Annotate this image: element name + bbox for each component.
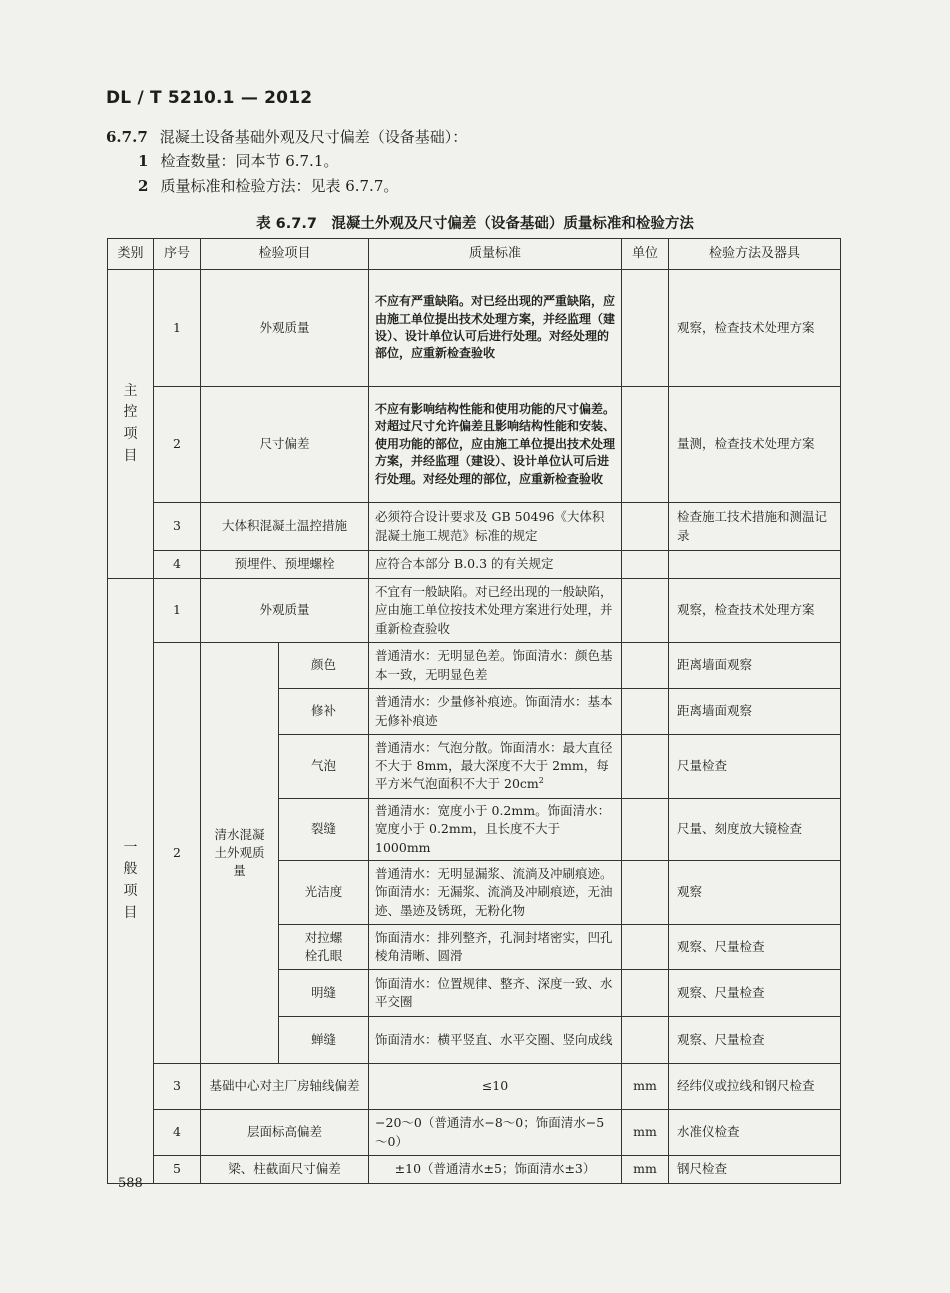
item-cell: 预埋件、预埋螺栓 [201,551,369,579]
method-cell: 经纬仪或拉线和钢尺检查 [669,1064,841,1110]
standard-cell: −20～0（普通清水−8～0；饰面清水−5～0） [369,1110,622,1156]
table-caption: 表 6.7.7 混凝土外观及尺寸偏差（设备基础）质量标准和检验方法 [256,216,694,232]
section-number: 6.7.7 [106,128,148,146]
method-cell: 观察、尺量检查 [669,1017,841,1064]
unit-cell [622,925,669,970]
seq-cell: 3 [154,1064,201,1110]
header-unit: 单位 [622,239,669,270]
unit-cell [622,799,669,861]
item-cell: 梁、柱截面尺寸偏差 [201,1156,369,1184]
method-cell: 钢尺检查 [669,1156,841,1184]
standard-cell: 不宜有一般缺陷。对已经出现的一般缺陷，应由施工单位按技术处理方案进行处理，并重新检查验收 [369,579,622,643]
item-text: 质量标准和检验方法：见表 6.7.7。 [160,177,399,195]
method-cell: 水准仪检查 [669,1110,841,1156]
unit-cell [622,270,669,387]
table-row [108,579,841,643]
item-cell: 基础中心对主厂房轴线偏差 [201,1064,369,1110]
unit-cell [622,643,669,689]
subitem-cell: 颜色 [279,643,369,689]
unit-cell [622,861,669,925]
seq-cell: 1 [154,579,201,643]
subitem-cell: 蝉缝 [279,1017,369,1064]
method-cell: 观察，检查技术处理方案 [669,579,841,643]
category-main-label: 主控项目 [123,382,138,464]
subitem-cell: 对拉螺栓孔眼 [279,925,369,970]
method-cell: 尺量检查 [669,735,841,799]
unit-cell [622,970,669,1017]
unit-cell [622,579,669,643]
page-number: 588 [118,1176,143,1191]
unit-cell [622,1017,669,1064]
unit-cell [622,551,669,579]
standard-cell: 饰面清水：位置规律、整齐、深度一致、水平交圈 [369,970,622,1017]
standard-cell: ≤10 [369,1064,622,1110]
standard-cell: 不应有影响结构性能和使用功能的尺寸偏差。对超过尺寸允许偏差且影响结构性能和安装、使用功能的部位，应由施工单位提出技术处理方案，并经监理（建设）、设计单位认可后进行处理。对经处理的部位，应重新检查验收 [369,387,622,503]
method-cell: 距离墙面观察 [669,643,841,689]
spec-table [107,238,841,1184]
table-row [108,551,841,579]
unit-cell [622,735,669,799]
unit-cell [622,503,669,551]
section-heading [106,126,467,147]
item-text: 检查数量：同本节 6.7.1。 [160,152,339,170]
table-row [108,643,841,689]
table-row [108,270,841,387]
category-general [108,579,154,1184]
standard-cell: 饰面清水：横平竖直、水平交圈、竖向成线 [369,1017,622,1064]
table-row [108,387,841,503]
standard-cell: 必须符合设计要求及 GB 50496《大体积混凝土施工规范》标准的规定 [369,503,622,551]
seq-cell: 4 [154,1110,201,1156]
header-method: 检验方法及器具 [669,239,841,270]
unit-cell [622,689,669,735]
item-cell: 大体积混凝土温控措施 [201,503,369,551]
header-category: 类别 [108,239,154,270]
item-cell [201,643,279,1064]
standard-cell: 普通清水：少量修补痕迹。饰面清水：基本无修补痕迹 [369,689,622,735]
method-cell: 观察、尺量检查 [669,970,841,1017]
standard-cell: 普通清水：气泡分散。饰面清水：最大直径不大于 8mm，最大深度不大于 2mm，每平方米气泡面积不大于 $20cm^2$ [369,735,622,799]
section-item [138,150,338,171]
unit-cell [622,387,669,503]
standard-cell: 不应有严重缺陷。对已经出现的严重缺陷，应由施工单位提出技术处理方案，并经监理（建设）、设计单位认可后进行处理。对经处理的部位，应重新检查验收 [369,270,622,387]
seq-cell: 2 [154,387,201,503]
method-cell [669,551,841,579]
section-item [138,175,398,196]
method-cell: 观察 [669,861,841,925]
seq-cell: 2 [154,643,201,1064]
standard-cell: ±10（普通清水±5；饰面清水±3） [369,1156,622,1184]
unit-cell: mm [622,1064,669,1110]
subitem-cell: 修补 [279,689,369,735]
subitem-cell: 明缝 [279,970,369,1017]
item-number: 1 [138,152,149,170]
method-cell: 观察、尺量检查 [669,925,841,970]
table-row [108,1064,841,1110]
seq-cell: 4 [154,551,201,579]
category-general-label: 一般项目 [123,839,138,921]
header-item: 检验项目 [201,239,369,270]
item-cell: 尺寸偏差 [201,387,369,503]
method-cell: 检查施工技术措施和测温记录 [669,503,841,551]
document-code: DL / T 5210.1 — 2012 [106,88,313,108]
superscript: 2 [538,776,544,786]
method-cell: 尺量、刻度放大镜检查 [669,799,841,861]
standard-cell: 普通清水：无明显色差。饰面清水：颜色基本一致，无明显色差 [369,643,622,689]
item-cell: 外观质量 [201,579,369,643]
subitem-cell: 光洁度 [279,861,369,925]
seq-cell: 3 [154,503,201,551]
seq-cell: 1 [154,270,201,387]
table-row [108,1110,841,1156]
standard-cell: 普通清水：无明显漏浆、流淌及冲刷痕迹。饰面清水：无漏浆、流淌及冲刷痕迹，无油迹、墨迹及锈斑，无粉化物 [369,861,622,925]
table-row [108,1156,841,1184]
method-cell: 量测，检查技术处理方案 [669,387,841,503]
unit-cell: mm [622,1110,669,1156]
standard-cell: 应符合本部分 B.0.3 的有关规定 [369,551,622,579]
header-standard: 质量标准 [369,239,622,270]
table-row [108,503,841,551]
standard-cell: 饰面清水：排列整齐，孔洞封堵密实，凹孔棱角清晰、圆滑 [369,925,622,970]
category-main [108,270,154,579]
subitem-cell: 气泡 [279,735,369,799]
method-cell: 距离墙面观察 [669,689,841,735]
standard-cell: 普通清水：宽度小于 0.2mm。饰面清水：宽度小于 0.2mm，且长度不大于 1000mm [369,799,622,861]
header-seq: 序号 [154,239,201,270]
unit-cell: mm [622,1156,669,1184]
group-item-label: 清水混凝土外观质量 [214,826,265,879]
method-cell: 观察，检查技术处理方案 [669,270,841,387]
item-number: 2 [138,177,149,195]
seq-cell: 5 [154,1156,201,1184]
item-cell: 外观质量 [201,270,369,387]
table-header-row [108,239,841,270]
subitem-cell: 裂缝 [279,799,369,861]
item-cell: 层面标高偏差 [201,1110,369,1156]
section-title: 混凝土设备基础外观及尺寸偏差（设备基础）： [159,128,468,146]
